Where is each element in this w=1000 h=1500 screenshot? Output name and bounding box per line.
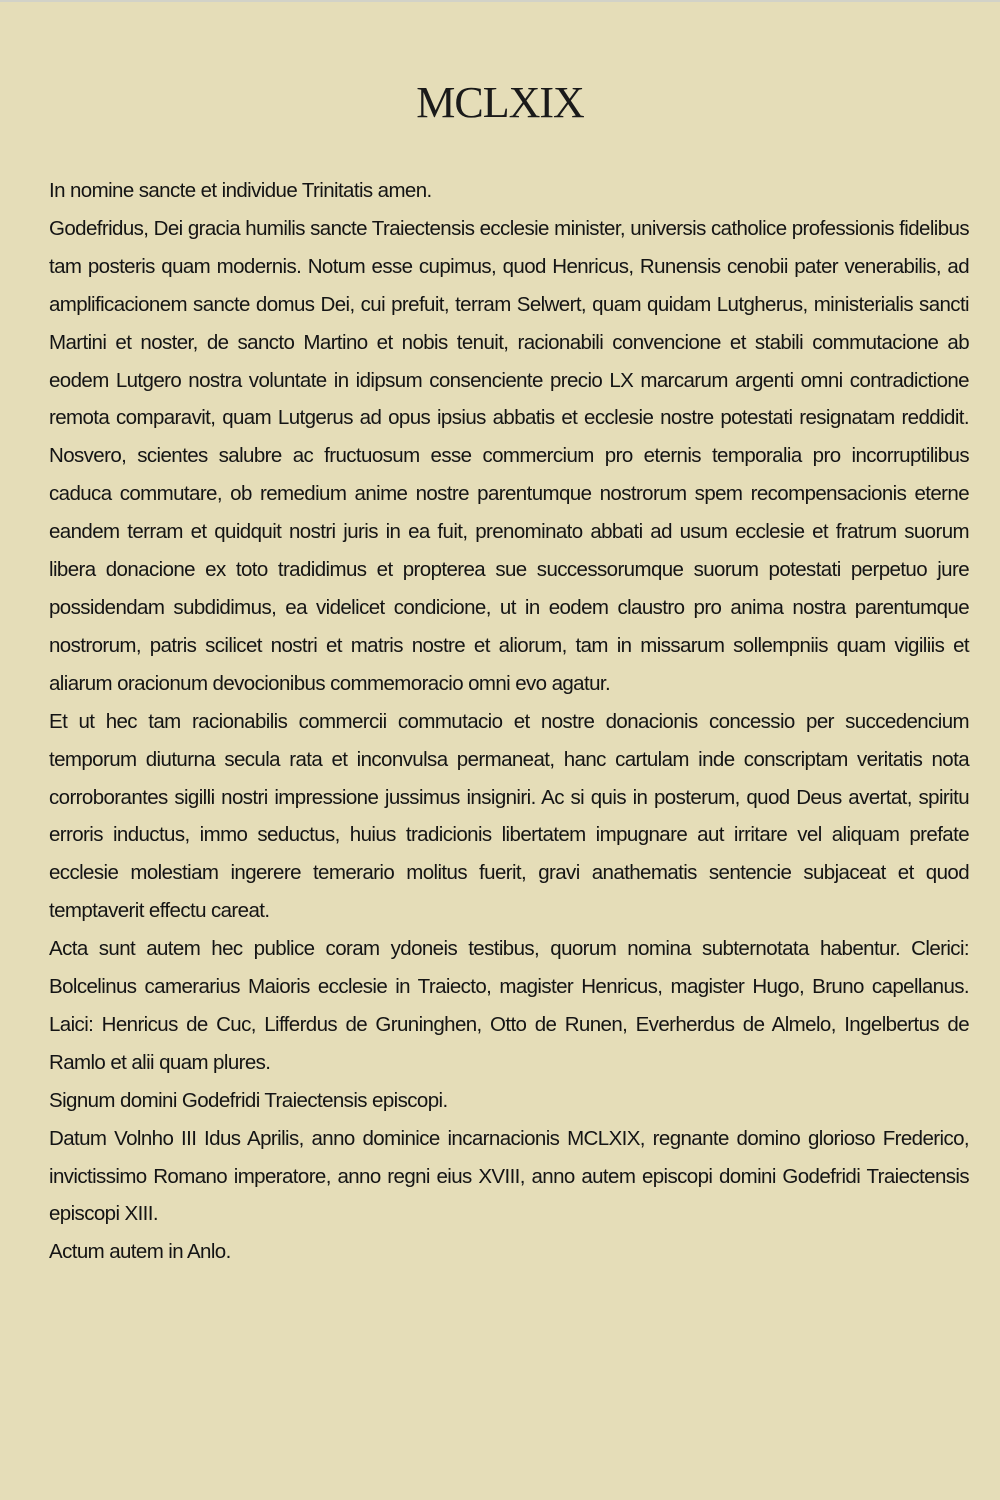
paragraph-narration: Godefridus, Dei gracia humilis sancte Traiectensis ecclesie minister, universis catholice professionis fidelibus tam posteris quam modernis. Notum esse cupimus, quod Henricus, Runensis cenobii pater venerabilis, ad amplificacionem sancte domus Dei, cui prefuit, terram Selwert, quam quidam Lutgherus, ministerialis sancti Martini et noster, de sancto Martino et nobis tenuit, racionabili convencione et stabili commutacione ab eodem Lutgero nostra voluntate in idipsum consenciente precio LX marcarum argenti omni contradictione remota comparavit, quam Lutgerus ad opus ipsius abbatis et ecclesie nostre potestati resignatam reddidit. Nosvero, scientes salubre ac fructuosum esse commercium pro eternis temporalia pro incorruptilibus caduca commutare, ob remedium anime nostre parentumque nostrorum spem recompensacionis eterne eandem terram et quidquit nostri juris in ea fuit, prenominato abbati ad usum ecclesie et fratrum suorum libera donacione ex toto tradidimus et propterea sue successorumque suorum potestati perpetuo jure possidendam subdidimus, ea videlicet condicione, ut in eodem claustro pro anima nostra parentumque nostrorum, patris scilicet nostri et matris nostre et aliorum, tam in missarum sollempniis quam vigiliis et aliarum oracionum devocionibus commemoracio omni evo agatur. xyxy=(49,216,969,695)
document-body xyxy=(49,172,969,1271)
paragraph-datum: Datum Volnho III Idus Aprilis, anno dominice incarnacionis MCLXIX, regnante domino glorioso Frederico, invictissimo Romano imperatore, anno regni eius XVIII, anno autem episcopi domini Godefridi Traiectensis episcopi XIII. xyxy=(49,1126,969,1226)
paragraph-invocation: In nomine sancte et individue Trinitatis amen. xyxy=(49,179,432,202)
paragraph-signum: Signum domini Godefridi Traiectensis episcopi. xyxy=(49,1088,448,1112)
paragraph-actum: Actum autem in Anlo. xyxy=(49,1240,231,1264)
paragraph-corroboration: Et ut hec tam racionabilis commercii commutacio et nostre donacionis concessio per succedencium temporum diuturna secula rata et inconvulsa permaneat, hanc cartulam inde conscriptam veritatis nota corroborantes sigilli nostri impressione jussimus insigniri. Ac si quis in posterum, quod Deus avertat, spiritu erroris inductus, immo seductus, huius tradicionis libertatem impugnare aut irritare vel aliquam prefate ecclesie molestiam ingerere temerario molitus fuerit, gravi anathematis sentencie subjaceat et quod temptaverit effectu careat. xyxy=(49,709,969,923)
document-title: MCLXIX xyxy=(416,78,584,127)
document-page xyxy=(0,2,1000,1500)
paragraph-witnesses: Acta sunt autem hec publice coram ydoneis testibus, quorum nomina subternotata habentur. Clerici: Bolcelinus camerarius Maioris ecclesie in Traiecto, magister Henricus, magister Hugo, Bruno capellanus. Laici: Henricus de Cuc, Lifferdus de Gruninghen, Otto de Runen, Everherdus de Almelo, Ingelbertus de Ramlo et alii quam plures. xyxy=(49,937,969,1074)
